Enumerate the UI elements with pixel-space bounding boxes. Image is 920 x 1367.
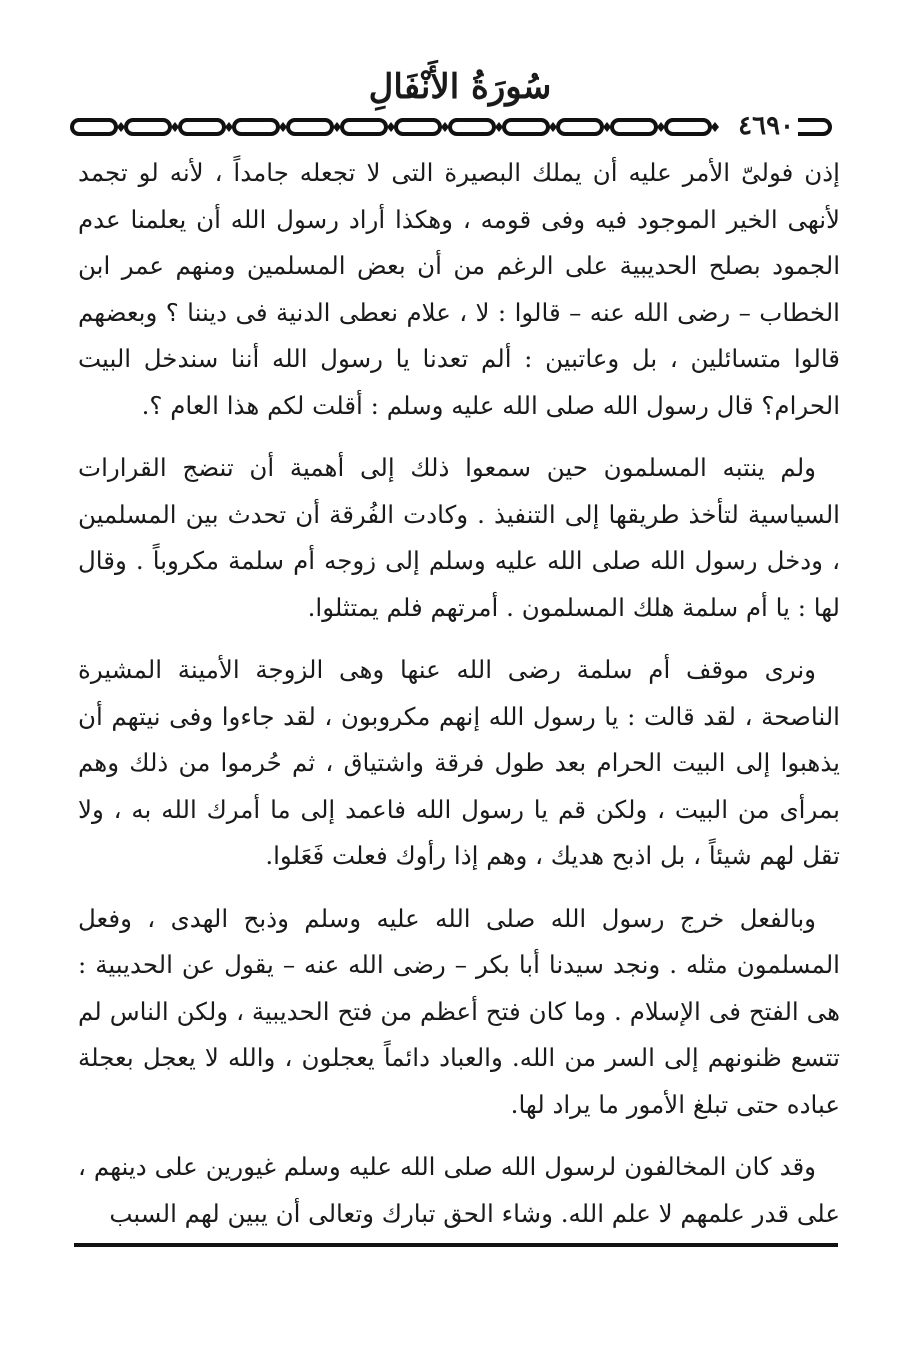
header-ornament-band [70,112,840,142]
footer-divider [74,1243,838,1247]
chain-ornament-icon [70,112,840,142]
paragraph: وقد كان المخالفون لرسول الله صلى الله عليه وسلم غيورين على دينهم ، على قدر علمهم لا علم الله. وشاء الحق تبارك وتعالى أن يبين لهم السبب [78,1152,840,1228]
page-number: ٤٦٩٠ [734,110,798,142]
paragraph: ونرى موقف أم سلمة رضى الله عنها وهى الزوجة الأمينة المشيرة الناصحة ، لقد قالت : يا رسول الله إنهم مكروبون ، لقد جاءوا وفى نيتهم أن يذهبوا إلى البيت الحرام بعد طول فرقة واشتياق ، ثم حُرموا من ذلك وهم بمرأى من البيت ، ولكن قم يا رسول الله فاعمد إلى ما أمرك الله به ، ولا تقل لهم شيئاً ، بل اذبح هديك ، وهم إذا رأوك فعلت فَعَلوا. [78,655,840,870]
surah-title: سُورَةُ الأَنْفَالِ [368,67,552,107]
paragraph: وبالفعل خرج رسول الله صلى الله عليه وسلم وذبح الهدى ، وفعل المسلمون مثله . ونجد سيدنا أبا بكر – رضى الله عنه – يقول عن الحديبية : هى الفتح فى الإسلام . وما كان فتح أعظم من فتح الحديبية ، ولكن الناس لم تتسع ظنونهم إلى السر من الله. والعباد دائماً يعجلون ، والله لا يعجل بعجلة عباده حتى تبلغ الأمور ما يراد لها. [78,903,840,1119]
body-text [78,150,840,1253]
paragraph: إذن فولىّ الأمر عليه أن يملك البصيرة التى لا تجعله جامداً ، لأنه لو تجمد لأنهى الخير الموجود فيه وفى قومه ، وهكذا أراد رسول الله أن يعلمنا عدم الجمود بصلح الحديبية على الرغم من أن بعض المسلمين ومنهم عمر ابن الخطاب – رضى الله عنه – قالوا : لا ، علام نعطى الدنية فى ديننا ؟ وبعضهم قالوا متسائلين ، بل وعاتبين : ألم تعدنا يا رسول الله أننا سندخل البيت الحرام؟ قال رسول الله صلى الله عليه وسلم : أقلت لكم هذا العام ؟. [78,158,840,420]
paragraph: ولم ينتبه المسلمون حين سمعوا ذلك إلى أهمية أن تنضج القرارات السياسية لتأخذ طريقها إلى التنفيذ . وكادت الفُرقة أن تحدث بين المسلمين ، ودخل رسول الله صلى الله عليه وسلم إلى زوجه أم سلمة مكروباً . وقال لها : يا أم سلمة هلك المسلمون . أمرتهم فلم يمتثلوا. [78,453,840,622]
